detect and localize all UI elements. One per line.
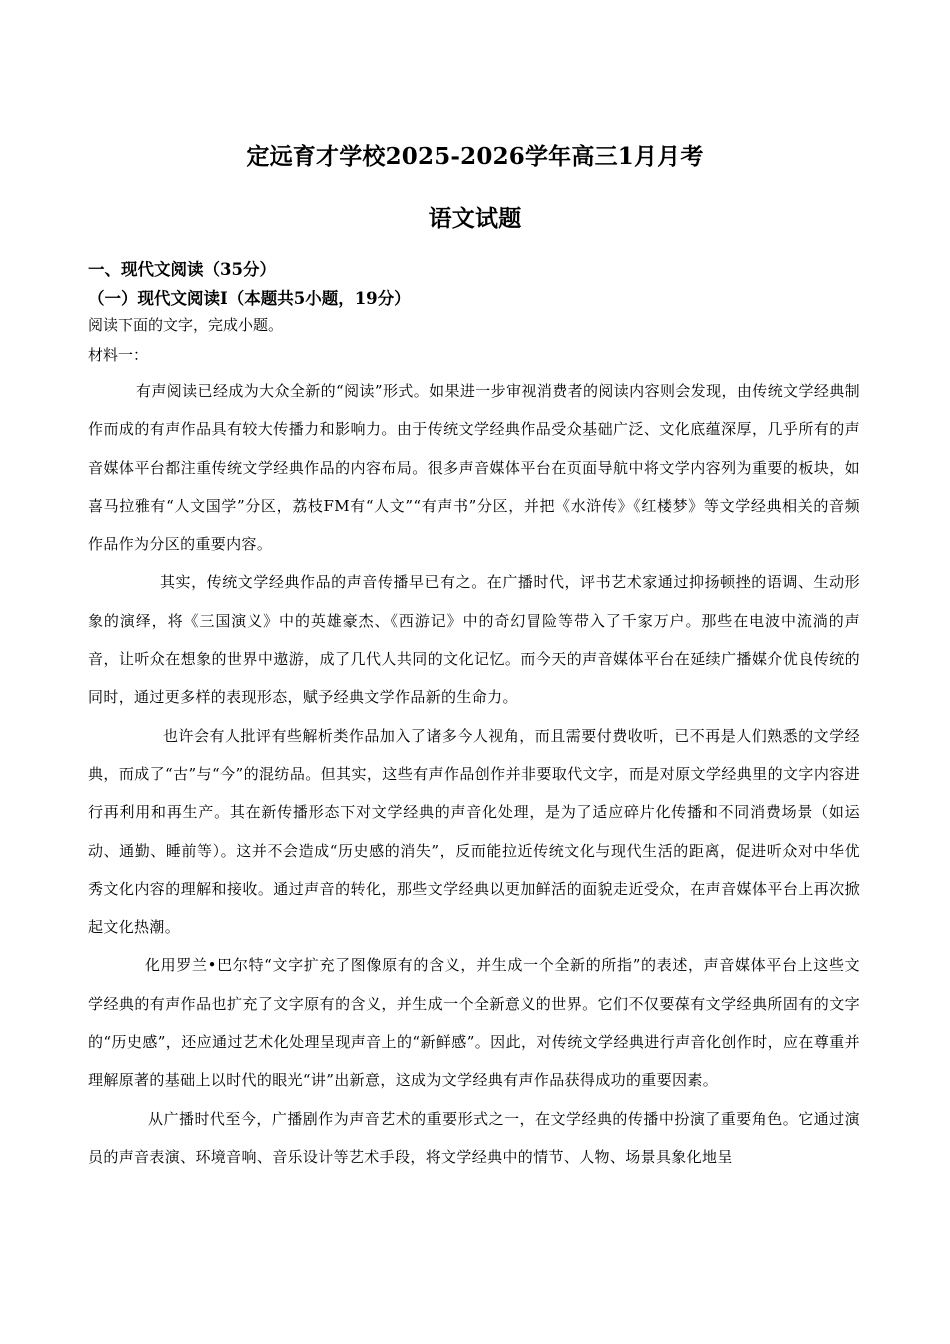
paragraph-2: 其实，传统文学经典作品的声音传播早已有之。在广播时代，评书艺术家通过抑扬顿挫的语调、生动形象的演绎，将《三国演义》中的英雄豪杰、《西游记》中的奇幻冒险等带入了千家万户。那些在电波中流淌的声音，让听众在想象的世界中遨游，成了几代人共同的文化记忆。而今天的声音媒体平台在延续广播媒介优良传统的同时，通过更多样的表现形态，赋予经典文学作品新的生命力。 xyxy=(88,573,860,707)
paragraph-4: 化用罗兰•巴尔特“文字扩充了图像原有的含义，并生成一个全新的所指”的表述，声音媒体平台上这些文学经典的有声作品也扩充了文字原有的含义，并生成一个全新意义的世界。它们不仅要葆有文学经典所固有的文字的“历史感”，还应通过艺术化处理呈现声音上的“新鲜感”。因此，对传统文学经典进行声音化创作时，应在尊重并理解原著的基础上以时代的眼光“讲”出新意，这成为文学经典有声作品获得成功的重要因素。 xyxy=(88,956,860,1090)
paragraph-1: 有声阅读已经成为大众全新的“阅读”形式。如果进一步审视消费者的阅读内容则会发现，由传统文学经典制作而成的有声作品具有较大传播力和影响力。由于传统文学经典作品受众基础广泛、文化底蕴深厚，几乎所有的声音媒体平台都注重传统文学经典作品的内容布局。很多声音媒体平台在页面导航中将文学内容列为重要的板块，如喜马拉雅有“人文国学”分区，荔枝FM有“人文”“有声书”分区，并把《水浒传》《红楼梦》等文学经典相关的音频作品作为分区的重要内容。 xyxy=(88,382,860,554)
section-heading-main: 一、现代文阅读（35分） xyxy=(88,260,276,279)
reading-instruction: 阅读下面的文字，完成小题。 xyxy=(88,316,284,334)
material-label: 材料一： xyxy=(88,346,149,364)
paragraph-5: 从广播时代至今，广播剧作为声音艺术的重要形式之一，在文学经典的传播中扮演了重要角色。它通过演员的声音表演、环境音响、音乐设计等艺术手段，将文学经典中的情节、人物、场景具象化地呈 xyxy=(88,1109,860,1166)
section-heading-sub: （一）现代文阅读Ⅰ（本题共5小题，19分） xyxy=(88,289,411,308)
exam-title: 定远育才学校2025-2026学年高三1月月考 xyxy=(246,143,704,170)
exam-subtitle: 语文试题 xyxy=(428,205,522,232)
paragraph-3: 也许会有人批评有些解析类作品加入了诸多今人视角，而且需要付费收听，已不再是人们熟悉的文学经典，而成了“古”与“今”的混纺品。但其实，这些有声作品创作并非要取代文字，而是对原文学经典里的文字内容进行再利用和再生产。其在新传播形态下对文学经典的声音化处理，是为了适应碎片化传播和不同消费场景（如运动、通勤、睡前等）。这并不会造成“历史感的消失”，反而能拉近传统文化与现代生活的距离，促进听众对中华优秀文化内容的理解和接收。通过声音的转化，那些文学经典以更加鲜活的面貌走近受众，在声音媒体平台上再次掀起文化热潮。 xyxy=(88,726,860,937)
exam-content xyxy=(88,257,860,1176)
